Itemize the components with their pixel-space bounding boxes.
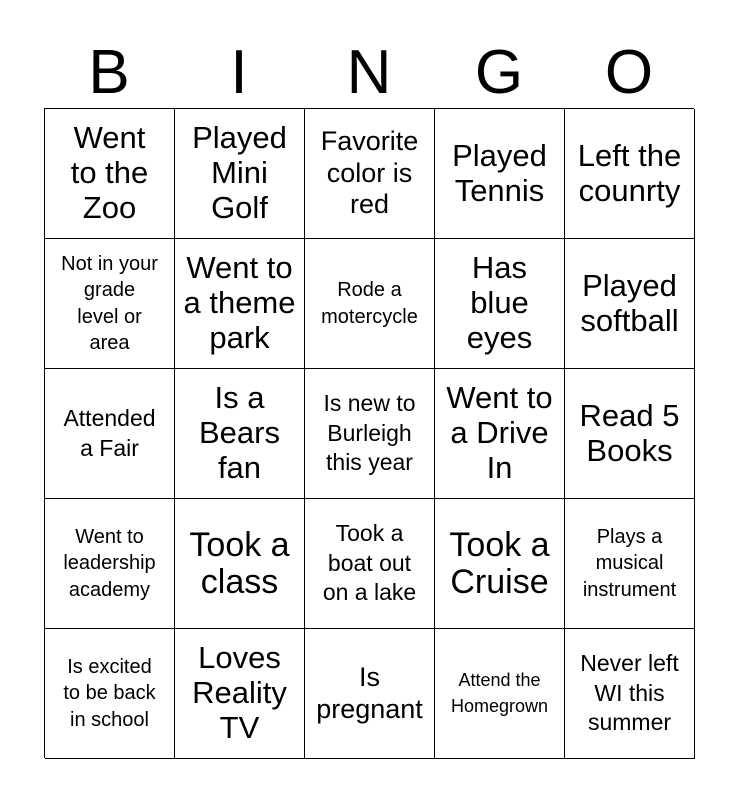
bingo-cell-r1c4[interactable] [435,109,565,239]
bingo-cell-r3c1[interactable] [45,369,175,499]
cell-label: Rode a motercycle [321,279,418,328]
cell-label: Went to the Zoo [70,120,149,225]
bingo-cell-r5c2[interactable] [175,629,305,759]
cell-label: Is pregnant [316,661,423,724]
bingo-cell-r1c1[interactable] [45,109,175,239]
header-letter-b: B [88,38,130,107]
cell-label: Plays a musical instrument [582,525,677,601]
bingo-cell-r5c5[interactable] [565,629,695,759]
bingo-cell-r2c5[interactable] [565,239,695,369]
cell-label: Played Tennis [452,137,547,208]
bingo-cell-r5c4[interactable] [435,629,565,759]
bingo-cell-r2c4[interactable] [435,239,565,369]
bingo-cell-r3c4[interactable] [435,369,565,499]
cell-label: Attend the Homegrown [450,670,549,716]
header-letter-g: G [474,38,524,107]
cell-label: Never left WI this summer [580,650,679,736]
cell-label: Is excited to be back in school [63,655,156,731]
bingo-header [44,38,694,108]
bingo-cell-r2c3[interactable] [305,239,435,369]
bingo-cell-r4c2[interactable] [175,499,305,629]
cell-label: Attended a Fair [63,405,156,461]
bingo-cell-r1c2[interactable] [175,109,305,239]
cell-label: Played Mini Golf [192,120,287,225]
bingo-cell-r5c1[interactable] [45,629,175,759]
cell-label: Played softball [580,267,679,338]
cell-label: Went to a theme park [183,250,296,355]
cell-label: Took a boat out on a lake [322,520,417,606]
cell-label: Is new to Burleigh this year [323,390,416,476]
header-letter-n: N [346,38,392,107]
cell-label: Left the counrty [577,137,682,208]
cell-label: Took a Cruise [449,526,550,601]
cell-label: Is a Bears fan [199,380,280,485]
cell-label: Went to leadership academy [63,525,156,601]
cell-label: Took a class [189,526,290,601]
cell-label: Loves Reality TV [192,640,287,745]
header-letter-i: I [230,38,248,107]
bingo-cell-r2c1[interactable] [45,239,175,369]
bingo-cell-r1c5[interactable] [565,109,695,239]
cell-label: Not in your grade level or area [61,252,158,354]
bingo-cell-r4c3[interactable] [305,499,435,629]
bingo-cell-r4c5[interactable] [565,499,695,629]
bingo-cell-r4c1[interactable] [45,499,175,629]
bingo-cell-r3c5[interactable] [565,369,695,499]
bingo-cell-r5c3[interactable] [305,629,435,759]
cell-label: Favorite color is red [320,125,419,220]
bingo-cell-r4c4[interactable] [435,499,565,629]
bingo-cell-r1c3[interactable] [305,109,435,239]
cell-label: Went to a Drive In [446,380,553,485]
bingo-cell-r3c3[interactable] [305,369,435,499]
bingo-cell-r3c2[interactable] [175,369,305,499]
header-letter-o: O [604,38,654,107]
cell-label: Has blue eyes [466,250,533,355]
bingo-board [44,108,694,758]
cell-label: Read 5 Books [579,397,680,468]
bingo-cell-r2c2[interactable] [175,239,305,369]
